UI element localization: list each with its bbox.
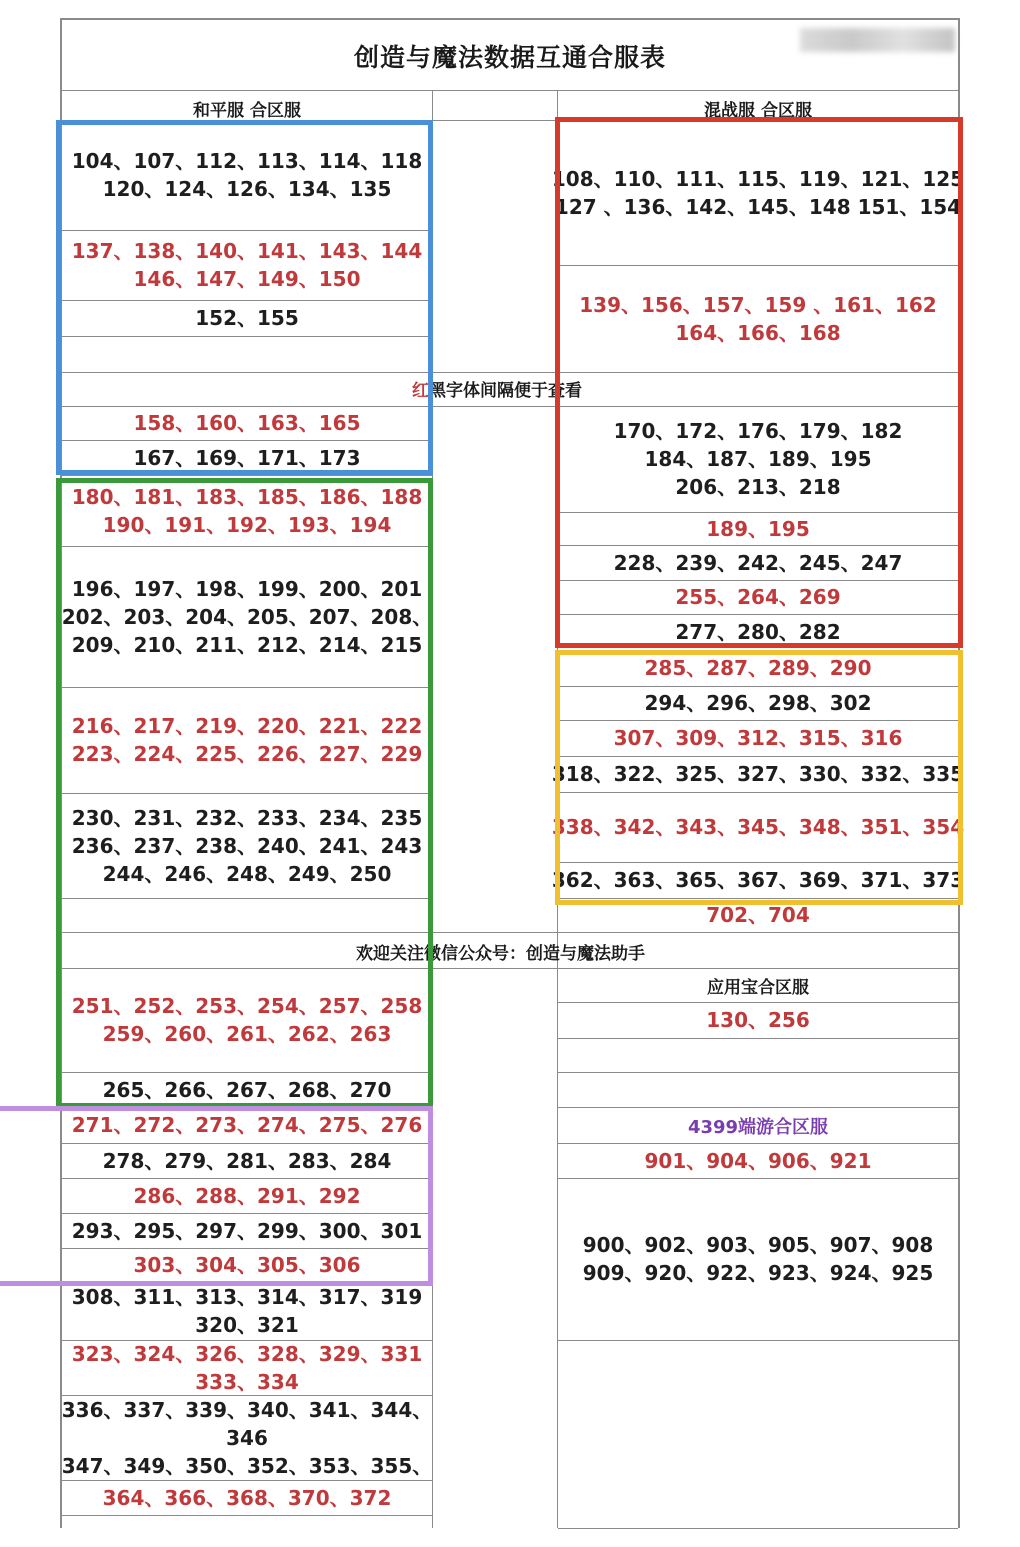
server-list-line: 259、260、261、262、263 — [102, 1022, 392, 1046]
server-list-line: 900、902、903、905、907、908 — [582, 1233, 934, 1257]
server-list-line: 336、337、339、340、341、344、 — [61, 1397, 433, 1422]
server-list-line: 320、321 — [195, 1313, 299, 1337]
right-table-row — [558, 932, 958, 968]
server-list-line: 271、272、273、274、275、276 — [71, 1113, 423, 1137]
blue-highlight-box — [56, 120, 433, 475]
server-list-line: 206、213、218 — [675, 475, 841, 499]
server-list-line: 303、304、305、306 — [133, 1253, 361, 1277]
right-table-row — [558, 1178, 958, 1340]
server-list-line: 196、197、198、199、200、201 — [71, 576, 423, 601]
left-column-header: 和平服 合区服 — [193, 101, 301, 121]
server-list-line: 286、288、291、292 — [133, 1183, 361, 1208]
server-list-line: 230、231、232、233、234、235 — [71, 805, 423, 830]
green-highlight-box — [56, 478, 433, 1108]
server-list-line: 152、155 — [195, 306, 299, 330]
server-list-line: 228、239、242、245、247 — [613, 550, 903, 575]
right-table-row — [558, 1143, 958, 1178]
server-list-line: 293、295、297、299、300、301 — [71, 1218, 423, 1243]
left-row-divider — [62, 1515, 432, 1516]
right-table-row — [558, 1002, 958, 1038]
header-divider — [60, 90, 960, 91]
server-list-line: 338、342、343、345、348、351、354 — [551, 815, 965, 839]
server-list-line: 251、252、253、254、257、258 — [71, 994, 423, 1018]
server-list-line: 146、147、149、150 — [133, 267, 361, 291]
red-highlight-box — [555, 117, 963, 648]
server-list-line: 244、246、248、249、250 — [102, 861, 392, 886]
server-list-line: 108、110、111、115、119、121、125 — [551, 166, 965, 191]
server-list-line: 164、166、168 — [675, 320, 841, 345]
page-title: 创造与魔法数据互通合服表 — [353, 43, 666, 72]
server-list-line: 223、224、225、226、227、229 — [71, 742, 423, 766]
right-table-row — [558, 1038, 958, 1072]
server-list-line: 364、366、368、370、372 — [102, 1485, 392, 1510]
server-list-line: 202、203、204、205、207、208、 — [61, 604, 433, 629]
server-list-line: 362、363、365、367、369、371、373 — [551, 868, 965, 892]
server-list-line: 120、124、126、134、135 — [102, 177, 392, 201]
server-list-line: 127 、136、142、145、148 151、154 — [554, 194, 962, 219]
server-list-line: 285、287、289、290 — [644, 656, 872, 680]
server-list-line: 307、309、312、315、316 — [613, 726, 903, 750]
server-list-line: 318、322、325、327、330、332、335 — [551, 762, 965, 786]
server-list-line: 236、237、238、240、241、243 — [71, 833, 423, 858]
left-table-row — [62, 1340, 432, 1395]
left-table-row — [62, 1282, 432, 1340]
left-table-row — [62, 1395, 432, 1480]
right-table-row — [558, 968, 958, 1002]
right-table-row — [558, 1107, 958, 1143]
server-list-line: 702、704 — [706, 903, 810, 927]
server-list-line: 184、187、189、195 — [644, 447, 872, 471]
server-list-line: 189、195 — [706, 516, 810, 541]
color-note-text: 黑字体间隔便于查看 — [429, 381, 582, 401]
color-note-red-char: 红 — [412, 381, 429, 401]
server-list-line: 323、324、326、328、329、331 — [71, 1341, 423, 1366]
server-list-line: 277、280、282 — [675, 620, 841, 644]
right-table-row — [558, 1340, 958, 1528]
server-list-line: 180、181、183、185、186、188 — [71, 484, 423, 509]
left-table-row — [62, 1480, 432, 1515]
right-row-divider — [558, 1528, 958, 1529]
server-list-line: 265、266、267、268、270 — [102, 1077, 392, 1102]
server-list-line: 104、107、112、113、114、118 — [71, 149, 423, 173]
server-list-line: 216、217、219、220、221、222 — [71, 714, 423, 738]
server-list-line: 333、334 — [195, 1369, 299, 1394]
violet-highlight-box — [0, 1106, 433, 1286]
server-list-line: 158、160、163、165 — [133, 411, 361, 435]
table-top-border — [60, 18, 960, 20]
server-list-line: 278、279、281、283、284 — [102, 1148, 392, 1173]
server-list-line: 909、920、922、923、924、925 — [582, 1261, 934, 1285]
server-list-line: 190、191、192、193、194 — [102, 512, 392, 537]
yellow-highlight-box — [555, 650, 963, 905]
server-list-line: 167、169、171、173 — [133, 445, 361, 470]
server-list-line: 170、172、176、179、182 — [613, 419, 903, 443]
4399-section-header: 4399端游合区服 — [687, 1117, 829, 1138]
right-column-header: 混战服 合区服 — [704, 101, 812, 121]
server-list-line: 347、349、350、352、353、355、 — [61, 1453, 433, 1478]
right-table-row — [558, 1072, 958, 1107]
server-list-line: 346 — [226, 1425, 268, 1450]
server-list-line: 130、256 — [706, 1008, 810, 1032]
server-list-line: 308、311、313、314、317、319 — [71, 1285, 423, 1309]
server-list-line: 137、138、140、141、143、144 — [71, 239, 423, 263]
follow-note: 欢迎关注微信公众号：创造与魔法助手 — [356, 944, 645, 964]
server-list-line: 209、210、211、212、214、215 — [71, 632, 423, 657]
server-list-line: 901、904、906、921 — [644, 1148, 872, 1173]
server-list-line: 139、156、157、159 、161、162 — [579, 292, 937, 317]
yyb-section-header: 应用宝合区服 — [707, 978, 809, 998]
server-list-line: 255、264、269 — [675, 585, 841, 609]
server-list-line: 294、296、298、302 — [644, 691, 872, 715]
blurred-watermark — [800, 28, 955, 52]
